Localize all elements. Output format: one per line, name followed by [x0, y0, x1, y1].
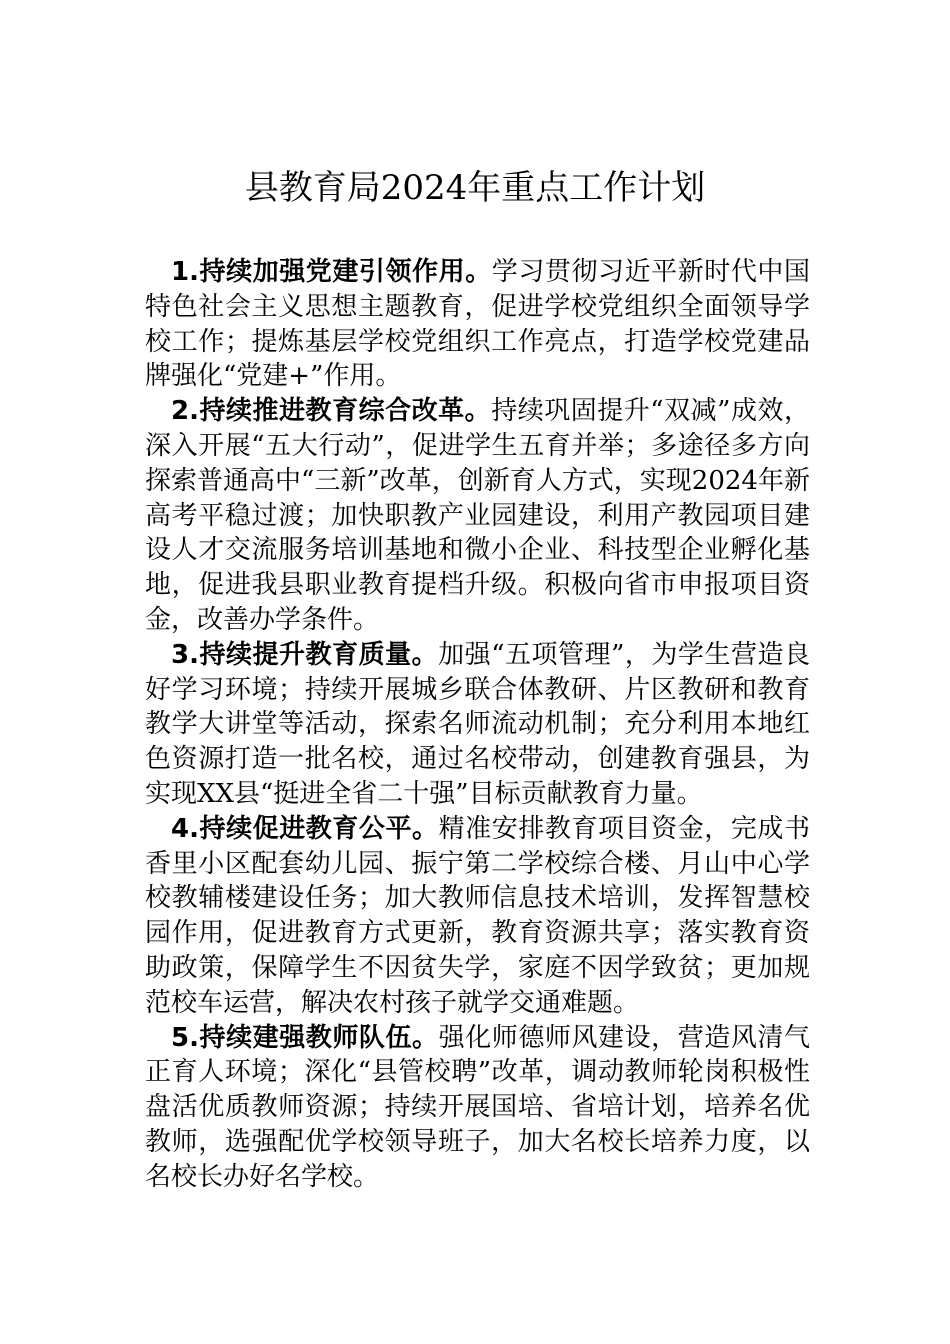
- section-3-text: 加强“五项管理”，为学生营造良好学习环境；持续开展城乡联合体教研、片区教研和教育教学大讲堂等活动，探索名师流动机制；充分利用本地红色资源打造一批名校，通过名校带动，创建教育强县，为实现XX县“挺进全省二十强”目标贡献教育力量。: [145, 639, 810, 809]
- section-2-text: 持续巩固提升“双减”成效，深入开展“五大行动”，促进学生五育并举；多途径多方向探索普通高中“三新”改革，创新育人方式，实现2024年新高考平稳过渡；加快职教产业园建设，利用产教园项目建设人才交流服务培训基地和微小企业、科技型企业孵化基地，促进我县职业教育提档升级。积极向省市申报项目资金，改善办学条件。: [145, 396, 810, 635]
- section-4-text: 精准安排教育项目资金，完成书香里小区配套幼儿园、振宁第二学校综合楼、月山中心学校教辅楼建设任务；加大教师信息技术培训，发挥智慧校园作用，促进教育方式更新，教育资源共享；落实教育资助政策，保障学生不因贫失学，家庭不因学致贫；更加规范校车运营，解决农村孩子就学交通难题。: [145, 813, 810, 1018]
- section-2: [145, 394, 810, 638]
- section-1-heading: 1.持续加强党建引领作用。: [171, 257, 492, 287]
- section-5: [145, 1021, 810, 1195]
- section-2-heading: 2.持续推进教育综合改革。: [171, 396, 492, 427]
- section-1-text: 学习贯彻习近平新时代中国特色社会主义思想主题教育，促进学校党组织全面领导学校工作；提炼基层学校党组织工作亮点，打造学校党建品牌强化“党建+”作用。: [145, 257, 810, 392]
- section-5-text: 强化师德师风建设，营造风清气正育人环境；深化“县管校聘”改革，调动教师轮岗积极性盘活优质教师资源；持续开展国培、省培计划，培养名优教师，选强配优学校领导班子，加大名校长培养力度，以名校长办好名学校。: [145, 1022, 810, 1192]
- section-1: [145, 255, 810, 394]
- document-title: 县教育局2024年重点工作计划: [244, 168, 706, 208]
- section-4: [145, 812, 810, 1021]
- document-body: [145, 255, 810, 1195]
- section-4-heading: 4.持续促进教育公平。: [171, 813, 439, 844]
- section-5-heading: 5.持续建强教师队伍。: [171, 1022, 439, 1053]
- section-3-heading: 3.持续提升教育质量。: [171, 639, 439, 670]
- section-3: [145, 638, 810, 812]
